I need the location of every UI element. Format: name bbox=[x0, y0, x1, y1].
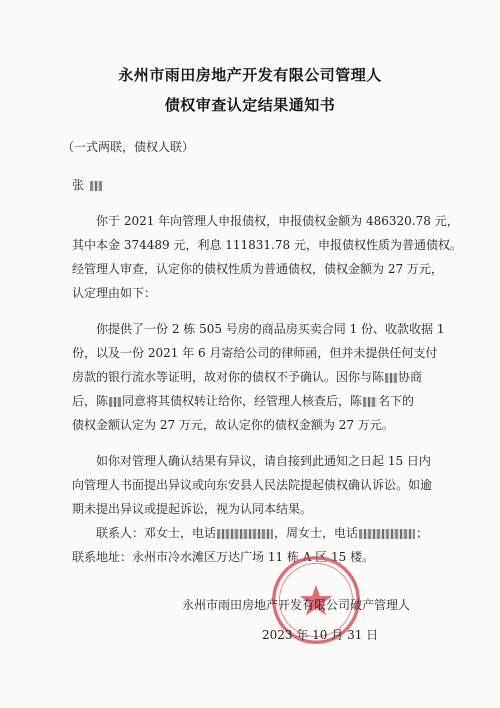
para2-line4: 后，陈 同意将其债权转让给你，经管理人核查后，陈 名下的 bbox=[72, 394, 415, 408]
contact-line: 联系人：邓女士，电话 ，周女士，电话 ； bbox=[96, 526, 429, 540]
para3-line1: 如你对管理人确认结果有异议，请自接到此通知之日起 15 日内 bbox=[96, 454, 431, 468]
para1-line2: 其中本金 374489 元，利息 111831.78 元，申报债权性质为普通债权。 bbox=[72, 238, 462, 252]
redacted-phone bbox=[359, 529, 415, 539]
address-line: 联系地址：永州市冷水滩区万达广场 11 栋 A 区 15 楼。 bbox=[72, 550, 375, 564]
signature-date: 2023 年 10 月 31 日 bbox=[262, 628, 379, 642]
copy-note: （一式两联，债权人联） bbox=[62, 140, 195, 154]
para3-line2: 向管理人书面提出异议或向东安县人民法院提起债权确认诉讼。如逾 bbox=[72, 478, 433, 492]
redacted-name bbox=[385, 373, 397, 383]
title-line-2: 债权审查认定结果通知书 bbox=[164, 96, 336, 114]
para2-line3: 房款的银行流水等证明，故对你的债权不予确认。因你与陈 协商 bbox=[72, 370, 423, 384]
para1-line1: 你于 2021 年向管理人申报债权，申报债权金额为 486320.78 元， bbox=[96, 214, 459, 228]
para2-line1: 你提供了一份 2 栋 505 号房的商品房买卖合同 1 份、收款收据 1 bbox=[96, 322, 445, 336]
para1-line3: 经管理人审查，认定你的债权性质为普通债权，债权金额为 27 万元， bbox=[72, 262, 443, 276]
addressee bbox=[72, 176, 103, 193]
para2-line5: 债权金额认定为 27 万元，故认定你的债权金额为 27 万元。 bbox=[72, 418, 394, 432]
para2-line2: 份，以及一份 2021 年 6 月寄给公司的律师函，但并未提供任何支付 bbox=[72, 346, 438, 360]
redacted-name bbox=[90, 181, 102, 191]
addressee-surname: 张 bbox=[72, 178, 85, 192]
para3-line3: 期未提出异议或提起诉讼，视为认同本结果。 bbox=[72, 502, 313, 516]
redacted-name bbox=[109, 397, 121, 407]
redacted-phone bbox=[217, 529, 273, 539]
redacted-name bbox=[363, 397, 377, 407]
para1-line4: 认定理由如下： bbox=[72, 286, 157, 300]
title-line-1: 永州市雨田房地产开发有限公司管理人 bbox=[118, 66, 382, 84]
signature-org: 永州市雨田房地产开发有限公司破产管理人 bbox=[182, 598, 411, 612]
